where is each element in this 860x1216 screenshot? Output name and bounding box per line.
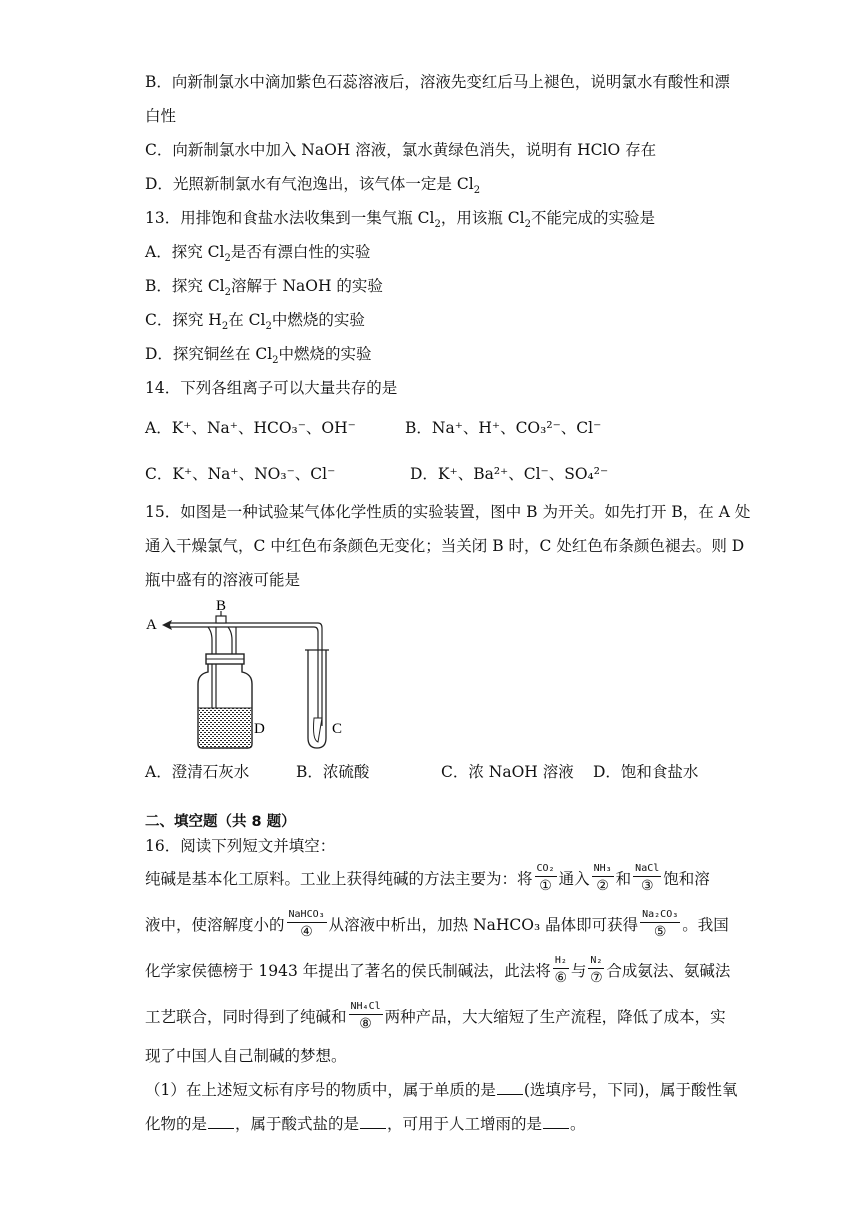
q13-option-a: A．探究 $Cl_2$是否有漂白性的实验 xyxy=(145,243,371,265)
q16-text: ，属于酸式盐的是 xyxy=(235,1115,360,1133)
answer-blank[interactable] xyxy=(208,1127,234,1129)
q13-b-part1: B．探究 Cl xyxy=(145,277,225,295)
section-title: 二、填空题（共 8 题） xyxy=(145,814,296,830)
q12-option-d: D．光照新制氯水有气泡逸出，该气体一定是 $Cl_2$ xyxy=(145,175,481,197)
q16-text: 和 xyxy=(615,870,632,888)
q13-d-part1: D．探究铜丝在 Cl xyxy=(145,345,273,363)
answer-blank[interactable] xyxy=(360,1127,386,1129)
q12-option-d-text: D．光照新制氯水有气泡逸出，该气体一定是 Cl xyxy=(145,175,474,193)
q16-text: 化学家侯德榜于 1943 年提出了著名的侯氏制碱法，此法将 xyxy=(145,962,551,980)
q15-stem-line2: 通入干燥氯气，C 中红色布条颜色无变化；当关闭 B 时，C 处红色布条颜色褪去。则 D xyxy=(145,537,745,555)
q16-text: 。我国 xyxy=(682,916,729,934)
q14-option-a: A．K⁺、Na⁺、HCO₃⁻、OH⁻ xyxy=(145,419,356,437)
q15-option-c: C．浓 NaOH 溶液 xyxy=(441,763,574,781)
q15-option-a: A．澄清石灰水 xyxy=(145,763,250,781)
q13-c-part1: C．探究 H xyxy=(145,311,222,329)
formula-nh4cl: $\frac{\text{NH₄Cl}}{\text{⑧}}$ xyxy=(350,1000,381,1032)
q12-option-c: C．向新制氯水中加入 NaOH 溶液，氯水黄绿色消失，说明有 HClO 存在 xyxy=(145,141,657,159)
apparatus-diagram xyxy=(140,596,343,754)
formula-n2: $\frac{\text{N₂}}{\text{⑦}}$ xyxy=(590,954,603,986)
q14-stem: 14．下列各组离子可以大量共存的是 xyxy=(145,379,398,397)
answer-blank[interactable] xyxy=(497,1093,523,1095)
q16-text: (选填序号，下同)，属于酸性氧 xyxy=(523,1081,738,1099)
formula-na2co3: $\frac{\text{Na₂CO₃}}{\text{⑤}}$ xyxy=(642,908,679,940)
q13-option-b: B．探究 $Cl_2$溶解于 NaOH 的实验 xyxy=(145,277,383,299)
q13-a-part1: A．探究 Cl xyxy=(145,243,225,261)
q16-text: 与 xyxy=(570,962,587,980)
q15-option-b: B．浓硫酸 xyxy=(296,763,370,781)
label-b: B xyxy=(216,598,227,614)
q16-text: 液中，使溶解度小的 xyxy=(145,916,285,934)
q16-text: 合成氨法、氨碱法 xyxy=(606,962,731,980)
formula-nacl: $\frac{\text{NaCl}}{\text{③}}$ xyxy=(635,862,660,894)
q16-stem: 16．阅读下列短文并填空： xyxy=(145,837,336,855)
formula-nh3: $\frac{\text{NH₃}}{\text{②}}$ xyxy=(593,862,612,894)
formula-h2: $\frac{\text{H₂}}{\text{⑥}}$ xyxy=(554,954,568,986)
q15-stem-line1: 15．如图是一种试验某气体化学性质的实验装置，图中 B 为开关。如先打开 B，在 A 处 xyxy=(145,503,751,521)
label-c: C xyxy=(332,721,343,737)
q13-option-c: C．探究 $H_2$在 $Cl_2$中燃烧的实验 xyxy=(145,311,365,333)
q13-stem-part2: ，用该瓶 Cl xyxy=(440,209,525,227)
q13-a-part2: 是否有漂白性的实验 xyxy=(230,243,371,261)
q16-text: 两种产品，大大缩短了生产流程，降低了成本，实 xyxy=(384,1008,726,1026)
q13-stem-part1: 13．用排饱和食盐水法收集到一集气瓶 Cl xyxy=(145,209,435,227)
q16-text: ，可用于人工增雨的是 xyxy=(387,1115,543,1133)
q15-stem-line3: 瓶中盛有的溶液可能是 xyxy=(145,571,301,589)
q16-subquestion-1-line2 xyxy=(145,1112,586,1134)
q16-text: 化物的是 xyxy=(145,1115,208,1133)
q16-paragraph-line4 xyxy=(145,996,726,1036)
formula-nahco3: $\frac{\text{NaHCO₃}}{\text{④}}$ xyxy=(288,908,325,940)
q14-option-d: D．K⁺、Ba²⁺、Cl⁻、SO₄²⁻ xyxy=(410,465,609,483)
q16-paragraph-line1 xyxy=(145,858,710,898)
q16-text: 饱和溶 xyxy=(663,870,710,888)
q16-text: 从溶液中析出，加热 NaHCO₃ 晶体即可获得 xyxy=(328,916,639,934)
q16-text: 通入 xyxy=(558,870,590,888)
q12-option-b-line1: B．向新制氯水中滴加紫色石蕊溶液后，溶液先变红后马上褪色，说明氯水有酸性和漂 xyxy=(145,73,730,91)
q16-text: 纯碱是基本化工原料。工业上获得纯碱的方法主要为：将 xyxy=(145,870,533,888)
q16-text: 工艺联合，同时得到了纯碱和 xyxy=(145,1008,347,1026)
q16-text: （1）在上述短文标有序号的物质中，属于单质的是 xyxy=(145,1081,496,1099)
q13-c-part2: 在 Cl xyxy=(228,311,266,329)
q13-b-part2: 溶解于 NaOH 的实验 xyxy=(231,277,383,295)
q16-text: 。 xyxy=(570,1115,586,1133)
label-a: A xyxy=(146,617,157,633)
q16-paragraph-line3 xyxy=(145,950,730,990)
q14-option-c: C．K⁺、Na⁺、NO₃⁻、Cl⁻ xyxy=(145,465,336,483)
q13-stem: 13．用排饱和食盐水法收集到一集气瓶 $Cl_2$，用该瓶 $Cl_2$不能完成的实验是 xyxy=(145,209,655,231)
q12-option-b-line2: 白性 xyxy=(145,107,177,125)
q16-subquestion-1-line1 xyxy=(145,1078,737,1100)
q16-paragraph-line2 xyxy=(145,904,729,944)
q15-option-d: D．饱和食盐水 xyxy=(593,763,699,781)
q16-paragraph-line5: 现了中国人自己制碱的梦想。 xyxy=(145,1047,347,1065)
formula-co2: $\frac{\text{CO₂}}{\text{①}}$ xyxy=(536,862,555,894)
label-d: D xyxy=(254,721,265,737)
q13-d-part2: 中燃烧的实验 xyxy=(278,345,372,363)
q14-option-b: B．Na⁺、H⁺、CO₃²⁻、Cl⁻ xyxy=(405,419,602,437)
q13-c-part3: 中燃烧的实验 xyxy=(271,311,365,329)
answer-blank[interactable] xyxy=(543,1127,569,1129)
q13-option-d: D．探究铜丝在 $Cl_2$中燃烧的实验 xyxy=(145,345,372,367)
q13-stem-part3: 不能完成的实验是 xyxy=(530,209,655,227)
